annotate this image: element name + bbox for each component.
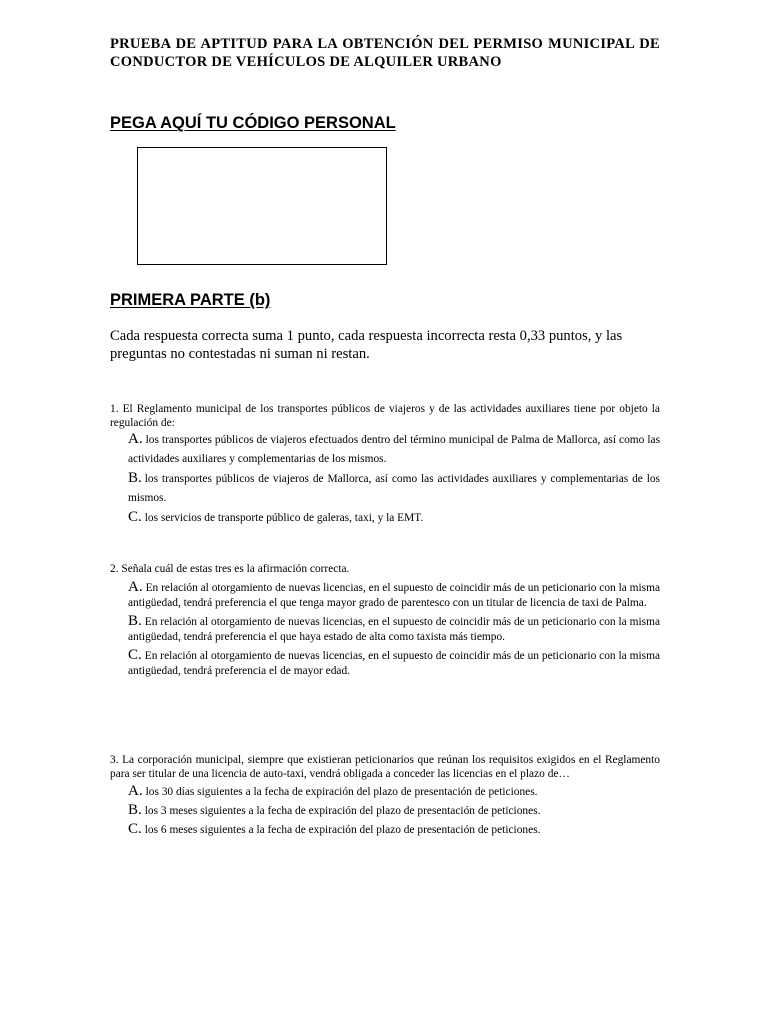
option-a: [128, 430, 660, 469]
option-text: En relación al otorgamiento de nuevas licencias, en el supuesto de coincidir más de un peticionario con la misma antigüedad, tendrá preferencia el que tenga mayor grado de parentesco con un titular de licencia de taxi de Palma.: [128, 581, 661, 609]
question-1: [110, 403, 660, 528]
question-text: 2. Señala cuál de estas tres es la afirmación correcta.: [110, 563, 350, 575]
personal-code-box: [137, 147, 387, 265]
option-letter: C.: [128, 821, 142, 837]
code-section-heading: PEGA AQUÍ TU CÓDIGO PERSONAL: [110, 114, 396, 132]
option-a: [128, 784, 660, 800]
option-c: [128, 508, 660, 528]
option-letter: B.: [128, 612, 142, 629]
option-c: [128, 822, 660, 838]
part-heading: PRIMERA PARTE (b): [110, 291, 271, 309]
option-text: los 3 meses siguientes a la fecha de expiración del plazo de presentación de peticiones.: [144, 805, 541, 817]
option-letter: B.: [128, 802, 142, 818]
question-2: [110, 563, 660, 679]
option-text: los transportes públicos de viajeros de Mallorca, así como las actividades auxiliares y complementarias de los mismos.: [128, 473, 660, 504]
option-letter: A.: [128, 431, 143, 447]
option-text: En relación al otorgamiento de nuevas licencias, en el supuesto de coincidir más de un peticionario con la misma antigüedad, tendrá preferencia el que haya estado de alta como taxista más tiempo.: [128, 615, 660, 643]
option-letter: C.: [128, 509, 142, 525]
option-b: [128, 803, 660, 819]
question-text: 1. El Reglamento municipal de los transportes públicos de viajeros y de las actividades auxiliares tiene por objeto la regulación de:: [110, 403, 660, 429]
option-letter: C.: [128, 646, 142, 663]
option-text: los 6 meses siguientes a la fecha de expiración del plazo de presentación de peticiones.: [144, 824, 541, 836]
option-text: los servicios de transporte público de galeras, taxi, y la EMT.: [144, 512, 424, 524]
option-letter: B.: [128, 470, 142, 486]
option-letter: A.: [128, 578, 143, 595]
option-text: los transportes públicos de viajeros efectuados dentro del término municipal de Palma de Mallorca, así como las actividades auxiliares y complementarias de los mismos.: [128, 434, 660, 465]
question-3: [110, 754, 660, 838]
document-title: PRUEBA DE APTITUD PARA LA OBTENCIÓN DEL PERMISO MUNICIPAL DE CONDUCTOR DE VEHÍCULOS DE ALQUILER URBANO: [110, 36, 660, 70]
option-text: En relación al otorgamiento de nuevas licencias, en el supuesto de coincidir más de un peticionario con la misma antigüedad, tendrá preferencia el de mayor edad.: [128, 649, 660, 677]
option-c: [128, 648, 660, 679]
option-text: los 30 días siguientes a la fecha de expiración del plazo de presentación de peticiones.: [145, 786, 538, 798]
scoring-instructions: Cada respuesta correcta suma 1 punto, cada respuesta incorrecta resta 0,33 puntos, y las preguntas no contestadas ni suman ni restan.: [110, 328, 623, 362]
option-letter: A.: [128, 783, 143, 799]
option-a: [128, 580, 660, 611]
option-b: [128, 469, 660, 508]
option-b: [128, 614, 660, 645]
question-text: 3. La corporación municipal, siempre que existieran peticionarios que reúnan los requisitos exigidos en el Reglamento para ser titular de una licencia de auto-taxi, vendrá obligada a conceder las licencias en el plazo de…: [110, 754, 660, 780]
